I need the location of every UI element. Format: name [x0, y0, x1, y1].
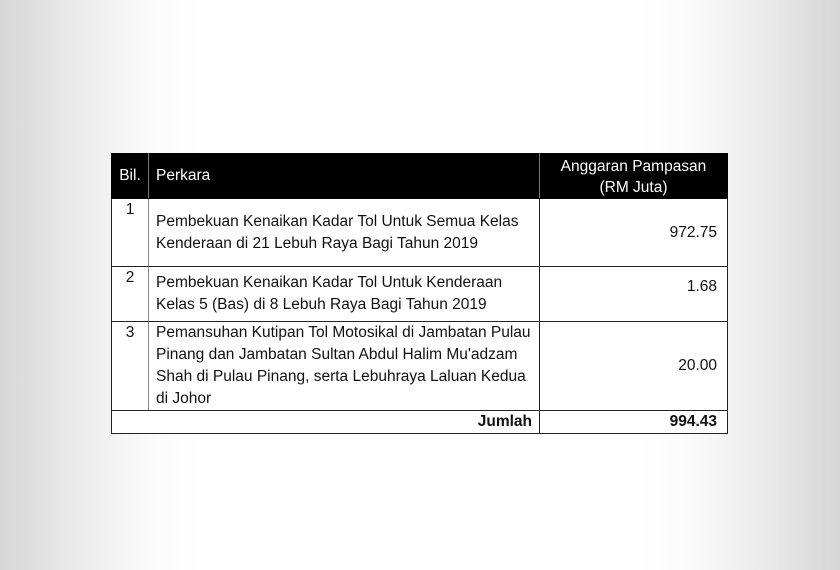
table-header-row [112, 154, 728, 199]
row-description: Pembekuan Kenaikan Kadar Tol Untuk Semua Kelas Kenderaan di 21 Lebuh Raya Bagi Tahun 2019 [149, 199, 540, 267]
row-amount: 972.75 [540, 199, 728, 267]
header-amount: Anggaran Pampasan (RM Juta) [540, 154, 728, 199]
header-perkara: Perkara [149, 154, 540, 199]
compensation-table [111, 153, 728, 434]
total-row [112, 411, 728, 434]
row-description: Pemansuhan Kutipan Tol Motosikal di Jambatan Pulau Pinang dan Jambatan Sultan Abdul Halim Mu'adzam Shah di Pulau Pinang, serta Lebuhraya Laluan Kedua di Johor [149, 322, 540, 411]
header-bil: Bil. [112, 154, 149, 199]
table-row [112, 267, 728, 322]
row-amount: 1.68 [540, 267, 728, 322]
row-amount: 20.00 [540, 322, 728, 411]
total-amount: 994.43 [540, 411, 728, 434]
row-number: 1 [112, 199, 149, 267]
total-label: Jumlah [112, 411, 540, 434]
table-row [112, 322, 728, 411]
table-row [112, 199, 728, 267]
row-number: 2 [112, 267, 149, 322]
row-number: 3 [112, 322, 149, 411]
row-description: Pembekuan Kenaikan Kadar Tol Untuk Kenderaan Kelas 5 (Bas) di 8 Lebuh Raya Bagi Tahun 2019 [149, 267, 540, 322]
